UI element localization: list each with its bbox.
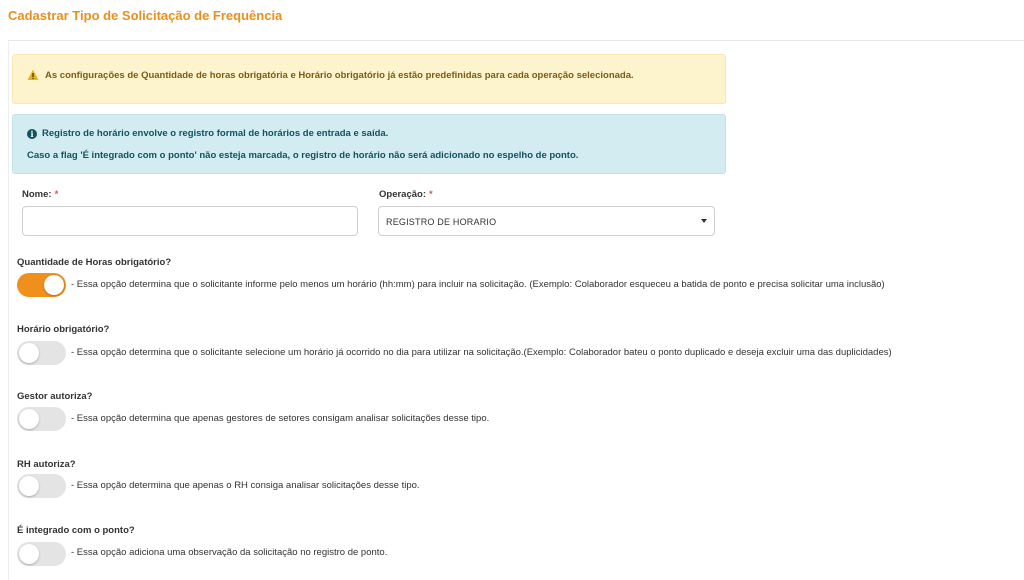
toggle-knob bbox=[19, 409, 39, 429]
nome-input[interactable] bbox=[22, 206, 358, 236]
required-mark: * bbox=[54, 189, 59, 200]
warning-alert bbox=[12, 54, 726, 104]
info-alert bbox=[12, 114, 726, 174]
option-desc-rh: - Essa opção determina que apenas o RH consiga analisar solicitações desse tipo. bbox=[71, 480, 420, 491]
operacao-label bbox=[379, 189, 433, 200]
nome-label bbox=[22, 189, 58, 200]
option-desc-horario: - Essa opção determina que o solicitante selecione um horário já ocorrido no dia para utilizar na solicitação.(Exemplo: Colaborador bateu o ponto duplicado e deseja excluir uma das duplicidades) bbox=[71, 347, 892, 358]
option-desc-horas: - Essa opção determina que o solicitante informe pelo menos um horário (hh:mm) para incluir na solicitação. (Exemplo: Colaborador esqueceu a batida de ponto e precisa solicitar uma inclusão) bbox=[71, 279, 885, 290]
toggle-knob bbox=[44, 275, 64, 295]
toggle-gestor[interactable] bbox=[17, 407, 66, 431]
operacao-selected-value: REGISTRO DE HORARIO bbox=[386, 217, 497, 227]
info-icon: i bbox=[27, 129, 37, 139]
warning-icon bbox=[27, 69, 39, 81]
option-title-ponto: É integrado com o ponto? bbox=[17, 525, 135, 536]
info-text-line2: Caso a flag 'É integrado com o ponto' não esteja marcada, o registro de horário não será adicionado no espelho de ponto. bbox=[27, 150, 579, 161]
info-text-line1: Registro de horário envolve o registro formal de horários de entrada e saída. bbox=[42, 128, 389, 139]
option-desc-ponto: - Essa opção adiciona uma observação da solicitação no registro de ponto. bbox=[71, 547, 388, 558]
option-title-horario: Horário obrigatório? bbox=[17, 324, 110, 335]
toggle-horario[interactable] bbox=[17, 341, 66, 365]
operacao-select[interactable] bbox=[378, 206, 715, 236]
toggle-knob bbox=[19, 476, 39, 496]
toggle-rh[interactable] bbox=[17, 474, 66, 498]
toggle-horas[interactable] bbox=[17, 273, 66, 297]
operacao-label-text: Operação: bbox=[379, 189, 426, 200]
toggle-knob bbox=[19, 343, 39, 363]
option-title-horas: Quantidade de Horas obrigatório? bbox=[17, 257, 172, 268]
page-title: Cadastrar Tipo de Solicitação de Frequência bbox=[8, 8, 283, 23]
option-title-gestor: Gestor autoriza? bbox=[17, 391, 93, 402]
caret-down-icon bbox=[701, 219, 707, 223]
toggle-knob bbox=[19, 544, 39, 564]
nome-label-text: Nome: bbox=[22, 189, 52, 200]
toggle-ponto[interactable] bbox=[17, 542, 66, 566]
warning-text: As configurações de Quantidade de horas obrigatória e Horário obrigatório já estão predefinidas para cada operação selecionada. bbox=[45, 69, 634, 81]
required-mark: * bbox=[429, 189, 433, 200]
option-title-rh: RH autoriza? bbox=[17, 459, 76, 470]
option-desc-gestor: - Essa opção determina que apenas gestores de setores consigam analisar solicitações desse tipo. bbox=[71, 413, 490, 424]
